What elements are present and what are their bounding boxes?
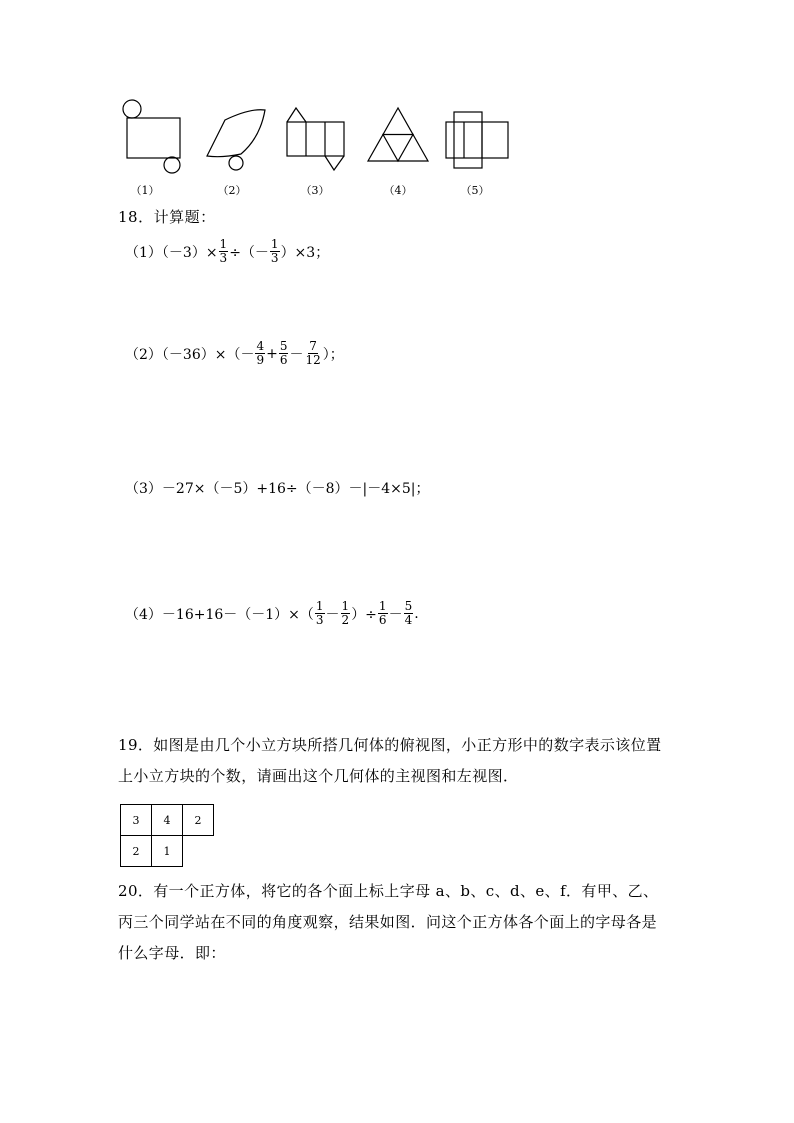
q18-p4-fraction-2 bbox=[341, 600, 351, 627]
q19-line-2: 上小立方块的个数，请画出这个几何体的主视图和左视图． bbox=[118, 767, 519, 785]
top-view-grid bbox=[120, 804, 214, 867]
figure-label-4: （4） bbox=[383, 184, 413, 197]
fraction-numerator: 1 bbox=[378, 599, 387, 613]
grid-cell: 1 bbox=[152, 836, 183, 867]
figure-label-5: （5） bbox=[460, 184, 490, 197]
fraction-denominator: 3 bbox=[219, 251, 228, 265]
fraction-numerator: 1 bbox=[315, 599, 324, 613]
fraction-denominator: 2 bbox=[341, 613, 350, 627]
fraction-denominator: 6 bbox=[279, 353, 288, 367]
q20-line-1: 20．有一个正方体，将它的各个面上标上字母 a、b、c、d、e、f．有甲、乙、 bbox=[118, 882, 659, 900]
q18-p2-fraction-3 bbox=[304, 340, 321, 367]
grid-cell: 3 bbox=[121, 805, 152, 836]
grid-cell-empty bbox=[183, 836, 214, 867]
q18-p1-suffix: ）×3； bbox=[280, 244, 330, 261]
q18-p1-mid: ÷（－ bbox=[229, 244, 269, 261]
q18-p2-op1: + bbox=[266, 345, 278, 362]
q18-p4-suffix: . bbox=[414, 605, 419, 622]
q18-part2 bbox=[125, 340, 344, 367]
figure-2-cone-net bbox=[207, 110, 265, 170]
grid-row-1 bbox=[121, 805, 214, 836]
figure-3-prism-net bbox=[287, 108, 344, 170]
q18-part1 bbox=[125, 238, 329, 265]
fraction-denominator: 6 bbox=[378, 613, 387, 627]
q19-text bbox=[118, 730, 678, 792]
grid-cell: 2 bbox=[121, 836, 152, 867]
fraction-numerator: 1 bbox=[219, 237, 228, 251]
grid-cell: 2 bbox=[183, 805, 214, 836]
q18-p2-fraction-1 bbox=[255, 340, 265, 367]
q18-p4-mid: ）÷ bbox=[351, 606, 377, 623]
figure-5-cuboid-net bbox=[446, 112, 508, 168]
q18-p2-op2: － bbox=[289, 346, 304, 363]
fraction-numerator: 5 bbox=[404, 599, 413, 613]
q18-p3-text: （3）－27×（－5）+16÷（－8）－|－4×5|； bbox=[125, 481, 430, 497]
q18-p2-suffix: ）； bbox=[322, 346, 344, 363]
figure-1-cylinder-net bbox=[123, 100, 180, 173]
fraction-denominator: 3 bbox=[270, 251, 279, 265]
fraction-denominator: 3 bbox=[315, 613, 324, 627]
q18-p4-op2: － bbox=[388, 606, 403, 623]
q18-p1-fraction-1 bbox=[219, 238, 229, 265]
figure-4-tetrahedron-net bbox=[368, 108, 428, 161]
q18-p1-prefix: （1）（－3）× bbox=[125, 244, 218, 261]
q18-p4-fraction-3 bbox=[378, 600, 388, 627]
q19-line-1: 19．如图是由几个小立方块所搭几何体的俯视图，小正方形中的数字表示该位置 bbox=[118, 736, 662, 754]
grid-row-2 bbox=[121, 836, 214, 867]
fraction-numerator: 5 bbox=[279, 339, 288, 353]
figure-label-3: （3） bbox=[300, 184, 330, 197]
q18-p4-fraction-4 bbox=[404, 600, 414, 627]
fraction-denominator: 12 bbox=[305, 353, 321, 367]
figure-label-2: （2） bbox=[217, 184, 247, 197]
q20-text bbox=[118, 876, 678, 969]
fraction-numerator: 1 bbox=[270, 237, 279, 251]
grid-cell: 4 bbox=[152, 805, 183, 836]
q18-title: 18．计算题： bbox=[118, 208, 216, 226]
q18-p2-prefix: （2）（－36）×（－ bbox=[125, 346, 255, 363]
fraction-denominator: 4 bbox=[404, 613, 413, 627]
q18-p4-op1: － bbox=[325, 606, 340, 623]
fraction-numerator: 4 bbox=[256, 339, 265, 353]
fraction-numerator: 1 bbox=[341, 599, 350, 613]
fraction-denominator: 9 bbox=[256, 353, 265, 367]
q18-p4-fraction-1 bbox=[315, 600, 325, 627]
q18-p4-prefix: （4）－16+16－（－1）×（ bbox=[125, 606, 314, 623]
q18-p2-fraction-2 bbox=[279, 340, 289, 367]
q20-line-2: 丙三个同学站在不同的角度观察，结果如图．问这个正方体各个面上的字母各是 bbox=[118, 913, 658, 931]
q20-line-3: 什么字母．即： bbox=[118, 944, 226, 962]
q18-part3 bbox=[125, 478, 430, 498]
q18-part4 bbox=[125, 600, 419, 627]
figures-row bbox=[110, 98, 520, 203]
fraction-numerator: 7 bbox=[309, 339, 317, 353]
q18-p1-fraction-2 bbox=[270, 238, 280, 265]
figure-label-1: （1） bbox=[130, 184, 160, 197]
